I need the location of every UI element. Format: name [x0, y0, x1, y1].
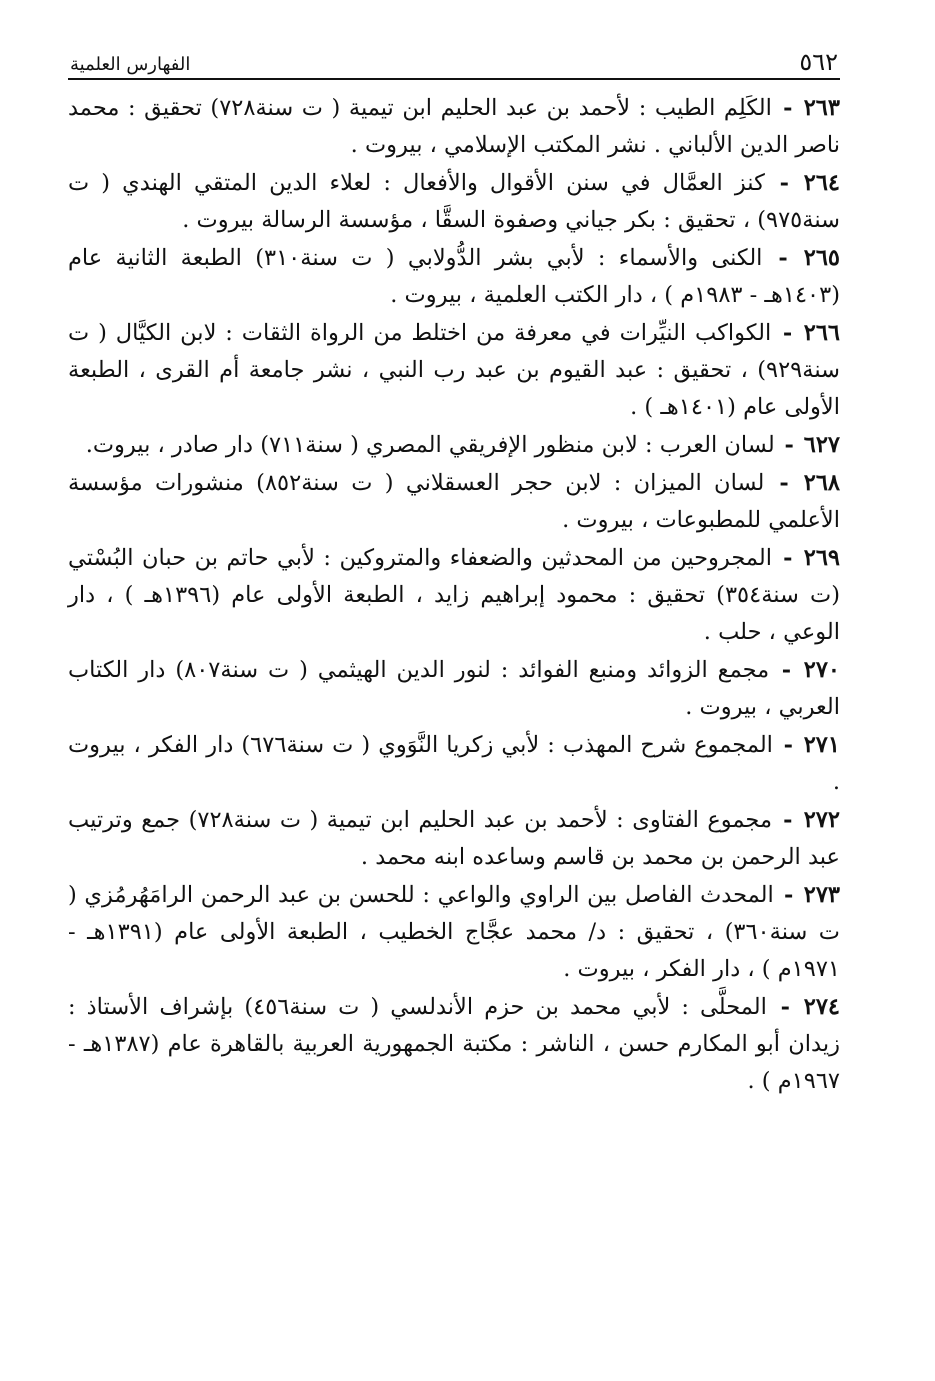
entry-number: ٢٧٢ — [803, 807, 840, 833]
entry-text: الكنى والأسماء : لأبي بشر الدُّولابي ( ت سنة٣١٠) الطبعة الثانية عام (١٤٠٣هـ - ١٩٨٣م ) ، دار الكتب العلمية ، بيروت . — [68, 245, 840, 308]
running-title: الفهارس العلمية — [70, 54, 191, 75]
entry-number: ٢٦٤ — [803, 170, 840, 196]
entry-text: كنز العمَّال في سنن الأقوال والأفعال : لعلاء الدين المتقي الهندي ( ت سنة٩٧٥) ، تحقيق : بكر جياني وصفوة السقَّا ، مؤسسة الرسالة بيروت . — [68, 170, 840, 233]
entry-text: المحلَّى : لأبي محمد بن حزم الأندلسي ( ت سنة٤٥٦) بإشراف الأستاذ : زيدان أبو المكارم حسن ، الناشر : مكتبة الجمهورية العربية بالقاهرة عام (١٣٨٧هـ - ١٩٦٧م ) . — [68, 994, 840, 1094]
entry-number: ٢٧٠ — [803, 657, 840, 683]
entry-text: المجموع شرح المهذب : لأبي زكريا النَّوَوي ( ت سنة٦٧٦) دار الفكر ، بيروت . — [68, 732, 840, 795]
entry-number: ٢٧٤ — [803, 994, 840, 1020]
entry-text: المجروحين من المحدثين والضعفاء والمتروكين : لأبي حاتم بن حبان البُسْتي (ت سنة٣٥٤) تحقيق : محمود إبراهيم زايد ، الطبعة الأولى عام (١٣٩٦هـ ) ، دار الوعي ، حلب . — [68, 545, 840, 645]
entry-text: مجمع الزوائد ومنبع الفوائد : لنور الدين الهيثمي ( ت سنة٨٠٧) دار الكتاب العربي ، بيروت . — [68, 657, 840, 720]
entry-number: ٢٦٣ — [803, 95, 840, 121]
entry-text: لسان العرب : لابن منظور الإفريقي المصري ( سنة٧١١) دار صادر ، بيروت. — [85, 432, 775, 458]
bibliography-entry: ٢٧٣ - المحدث الفاصل بين الراوي والواعي : للحسن بن عبد الرحمن الرامَهُرمُزي ( ت سنة٣٦٠) ، تحقيق : د/ محمد عجَّاج الخطيب ، الطبعة الأولى عام (١٣٩١هـ - ١٩٧١م ) ، دار الفكر ، بيروت . — [68, 882, 840, 982]
bibliography-entry: ٢٦٨ - لسان الميزان : لابن حجر العسقلاني ( ت سنة٨٥٢) منشورات مؤسسة الأعلمي للمطبوعات ، بيروت . — [68, 470, 840, 533]
entry-number: ٢٦٨ — [803, 470, 840, 496]
bibliography-entry: ٦٢٧ - لسان العرب : لابن منظور الإفريقي المصري ( سنة٧١١) دار صادر ، بيروت. — [85, 432, 840, 458]
entry-number: ٢٧١ — [803, 732, 840, 758]
bibliography-entry: ٢٧٢ - مجموع الفتاوى : لأحمد بن عبد الحليم ابن تيمية ( ت سنة٧٢٨) جمع وترتيب عبد الرحمن بن محمد بن قاسم وساعده ابنه محمد . — [68, 807, 840, 870]
bibliography-entry: ٢٦٥ - الكنى والأسماء : لأبي بشر الدُّولابي ( ت سنة٣١٠) الطبعة الثانية عام (١٤٠٣هـ - ١٩٨٣م ) ، دار الكتب العلمية ، بيروت . — [68, 245, 840, 308]
entry-text: لسان الميزان : لابن حجر العسقلاني ( ت سنة٨٥٢) منشورات مؤسسة الأعلمي للمطبوعات ، بيروت . — [68, 470, 840, 533]
page-number: ٥٦٢ — [799, 48, 838, 76]
entry-number: ٢٦٦ — [803, 320, 840, 346]
entry-number: ٢٦٩ — [803, 545, 840, 571]
entry-text: الكواكب النيِّرات في معرفة من اختلط من الرواة الثقات : لابن الكيَّال ( ت سنة٩٢٩) ، تحقيق : عبد القيوم بن عبد رب النبي ، نشر جامعة أم القرى ، الطبعة الأولى عام (١٤٠١هـ ) . — [68, 320, 840, 420]
entry-text: الكَلِم الطيب : لأحمد بن عبد الحليم ابن تيمية ( ت سنة٧٢٨) تحقيق : محمد ناصر الدين الألباني . نشر المكتب الإسلامي ، بيروت . — [68, 95, 840, 158]
document-page — [68, 40, 840, 1101]
entry-text: المحدث الفاصل بين الراوي والواعي : للحسن بن عبد الرحمن الرامَهُرمُزي ( ت سنة٣٦٠) ، تحقيق : د/ محمد عجَّاج الخطيب ، الطبعة الأولى عام (١٣٩١هـ - ١٩٧١م ) ، دار الفكر ، بيروت . — [68, 882, 840, 982]
entry-number: ٢٦٥ — [803, 245, 840, 271]
bibliography-entry: ٢٦٤ - كنز العمَّال في سنن الأقوال والأفعال : لعلاء الدين المتقي الهندي ( ت سنة٩٧٥) ، تحقيق : بكر جياني وصفوة السقَّا ، مؤسسة الرسالة بيروت . — [68, 170, 840, 233]
bibliography-entry: ٢٦٦ - الكواكب النيِّرات في معرفة من اختلط من الرواة الثقات : لابن الكيَّال ( ت سنة٩٢٩) ، تحقيق : عبد القيوم بن عبد رب النبي ، نشر جامعة أم القرى ، الطبعة الأولى عام (١٤٠١هـ ) . — [68, 320, 840, 420]
bibliography-entry: ٢٧٠ - مجمع الزوائد ومنبع الفوائد : لنور الدين الهيثمي ( ت سنة٨٠٧) دار الكتاب العربي ، بيروت . — [68, 657, 840, 720]
bibliography-entry: ٢٦٣ - الكَلِم الطيب : لأحمد بن عبد الحليم ابن تيمية ( ت سنة٧٢٨) تحقيق : محمد ناصر الدين الألباني . نشر المكتب الإسلامي ، بيروت . — [68, 95, 840, 158]
entry-number: ٦٢٧ — [803, 432, 840, 458]
entry-text: مجموع الفتاوى : لأحمد بن عبد الحليم ابن تيمية ( ت سنة٧٢٨) جمع وترتيب عبد الرحمن بن محمد بن قاسم وساعده ابنه محمد . — [68, 807, 840, 870]
bibliography-entry: ٢٧١ - المجموع شرح المهذب : لأبي زكريا النَّوَوي ( ت سنة٦٧٦) دار الفكر ، بيروت . — [68, 732, 840, 795]
entry-number: ٢٧٣ — [803, 882, 840, 908]
page-header — [68, 40, 840, 80]
bibliography-list — [68, 90, 840, 1100]
bibliography-entry: ٢٧٤ - المحلَّى : لأبي محمد بن حزم الأندلسي ( ت سنة٤٥٦) بإشراف الأستاذ : زيدان أبو المكارم حسن ، الناشر : مكتبة الجمهورية العربية بالقاهرة عام (١٣٨٧هـ - ١٩٦٧م ) . — [68, 994, 840, 1094]
bibliography-entry: ٢٦٩ - المجروحين من المحدثين والضعفاء والمتروكين : لأبي حاتم بن حبان البُسْتي (ت سنة٣٥٤) تحقيق : محمود إبراهيم زايد ، الطبعة الأولى عام (١٣٩٦هـ ) ، دار الوعي ، حلب . — [68, 545, 840, 645]
